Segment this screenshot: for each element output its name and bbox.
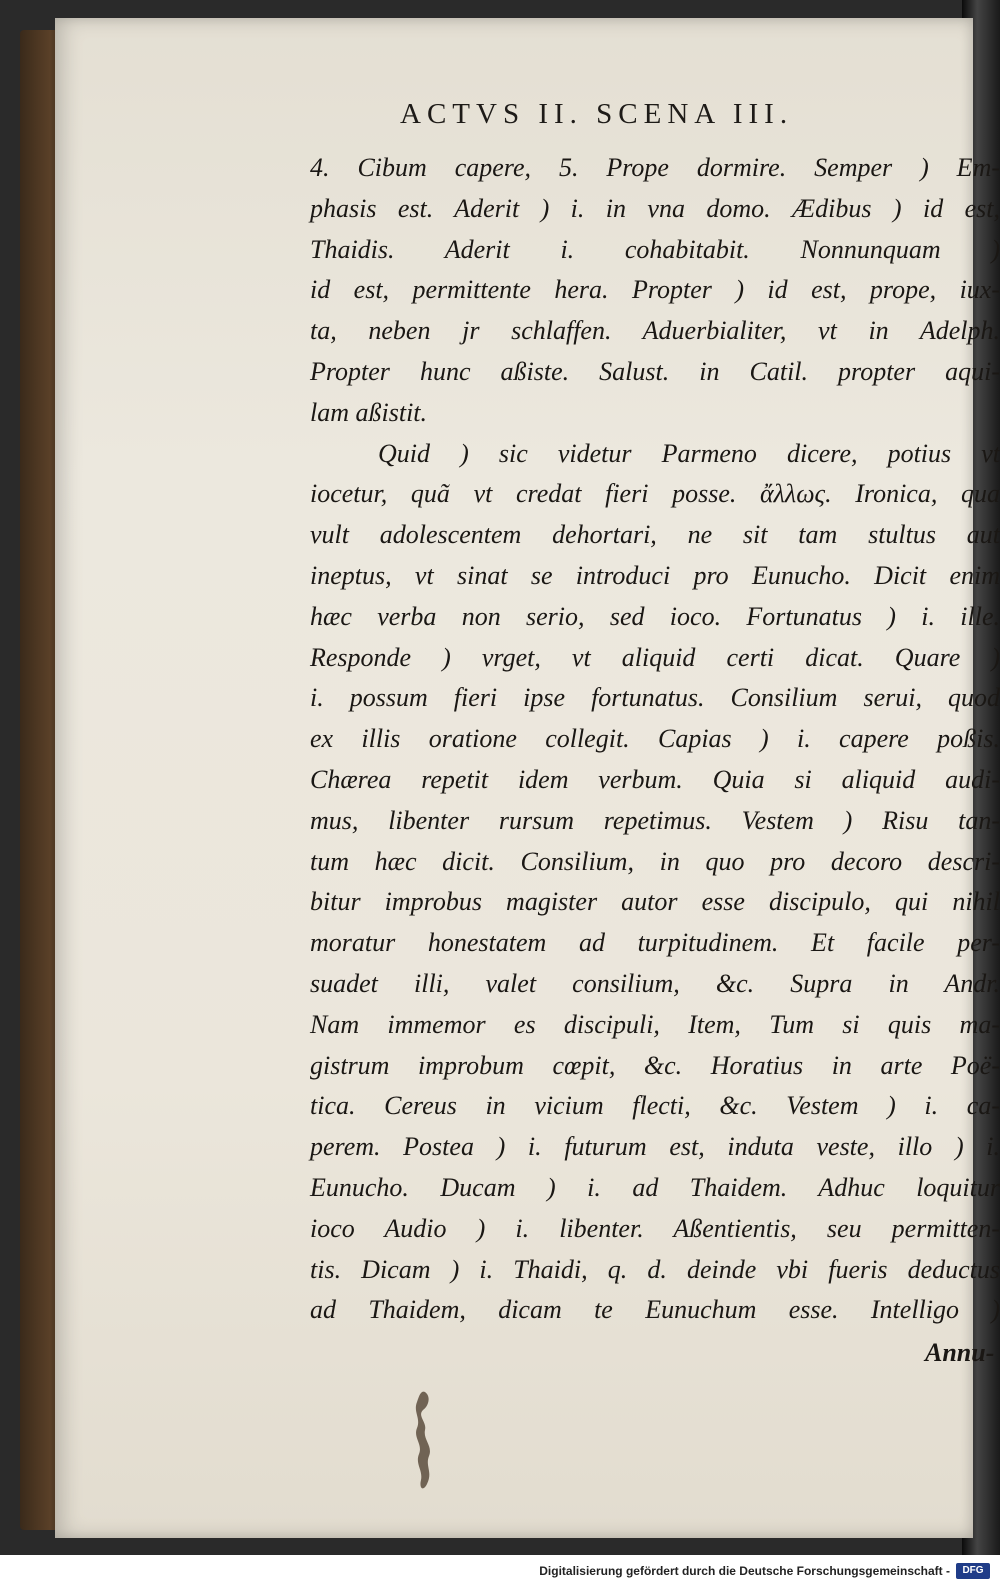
running-head: ACTVS II. SCENA III.	[400, 98, 794, 130]
text-line: id est, permittente hera. Propter ) id est, prope, iux-	[310, 275, 1000, 305]
ink-stain	[407, 1388, 447, 1498]
text-line: iocetur, quã vt credat fieri posse. ἄλλως. Ironica, qua	[310, 479, 1000, 509]
text-line: 4. Cibum capere, 5. Prope dormire. Semper ) Em-	[310, 153, 1000, 182]
book-page	[55, 18, 1000, 1538]
text-line-paragraph-start: Quid ) sic videtur Parmeno dicere, potius vt	[378, 438, 1000, 468]
text-line: tis. Dicam ) i. Thaidi, q. d. deinde vbi fueris deductus	[310, 1254, 1000, 1284]
text-line: Responde ) vrget, vt aliquid certi dicat. Quare )	[310, 642, 1000, 672]
text-line: gistrum improbum cœpit, &c. Horatius in arte Poë-	[310, 1050, 1000, 1080]
text-line: ta, neben jr schlaffen. Aduerbialiter, vt in Adelph.	[310, 316, 1000, 346]
text-line: moratur honestatem ad turpitudinem. Et facile per-	[310, 928, 1000, 958]
text-line: Propter hunc aßiste. Salust. in Catil. propter aqui-	[310, 356, 1000, 386]
dfg-logo: DFG	[956, 1563, 990, 1579]
text-line: Thaidis. Aderit i. cohabitabit. Nonnunquam )	[310, 234, 1000, 264]
text-line: perem. Postea ) i. futurum est, induta veste, illo ) i.	[310, 1132, 1000, 1162]
text-line: tum hæc dicit. Consilium, in quo pro decoro descri-	[310, 846, 1000, 876]
text-line: ioco Audio ) i. libenter. Aßentientis, seu permitten-	[310, 1213, 1000, 1243]
text-line: vult adolescentem dehortari, ne sit tam stultus aut	[310, 520, 1000, 550]
text-line: i. possum fieri ipse fortunatus. Consilium serui, quod	[310, 683, 1000, 713]
text-line: bitur improbus magister autor esse discipulo, qui nihil	[310, 887, 1000, 917]
catchword: Annu-	[925, 1338, 995, 1367]
text-line: lam aßistit.	[310, 397, 428, 427]
text-line: Eunucho. Ducam ) i. ad Thaidem. Adhuc loquitur	[310, 1172, 1000, 1202]
text-line: mus, libenter rursum repetimus. Vestem ) Risu tan-	[310, 805, 1000, 835]
commentary-text-block	[310, 148, 1000, 1331]
digitization-footer	[0, 1555, 1000, 1589]
text-line: Chærea repetit idem verbum. Quia si aliquid audi-	[310, 764, 1000, 794]
text-line: phasis est. Aderit ) i. in vna domo. Ædibus ) id est,	[310, 193, 1000, 223]
footer-credit-text: Digitalisierung gefördert durch die Deutsche Forschungsgemeinschaft -	[539, 1564, 950, 1578]
text-line: ex illis oratione collegit. Capias ) i. capere poßis.	[310, 724, 1000, 754]
text-line: hæc verba non serio, sed ioco. Fortunatus ) i. ille.	[310, 601, 1000, 631]
text-line: tica. Cereus in vicium flecti, &c. Vestem ) i. ca-	[310, 1091, 1000, 1121]
text-line: Nam immemor es discipuli, Item, Tum si quis ma-	[310, 1009, 1000, 1039]
text-line: suadet illi, valet consilium, &c. Supra in Andr.	[310, 968, 1000, 998]
text-line: ineptus, vt sinat se introduci pro Eunucho. Dicit enim	[310, 560, 1000, 590]
text-line: ad Thaidem, dicam te Eunuchum esse. Intelligo )	[310, 1295, 1000, 1325]
